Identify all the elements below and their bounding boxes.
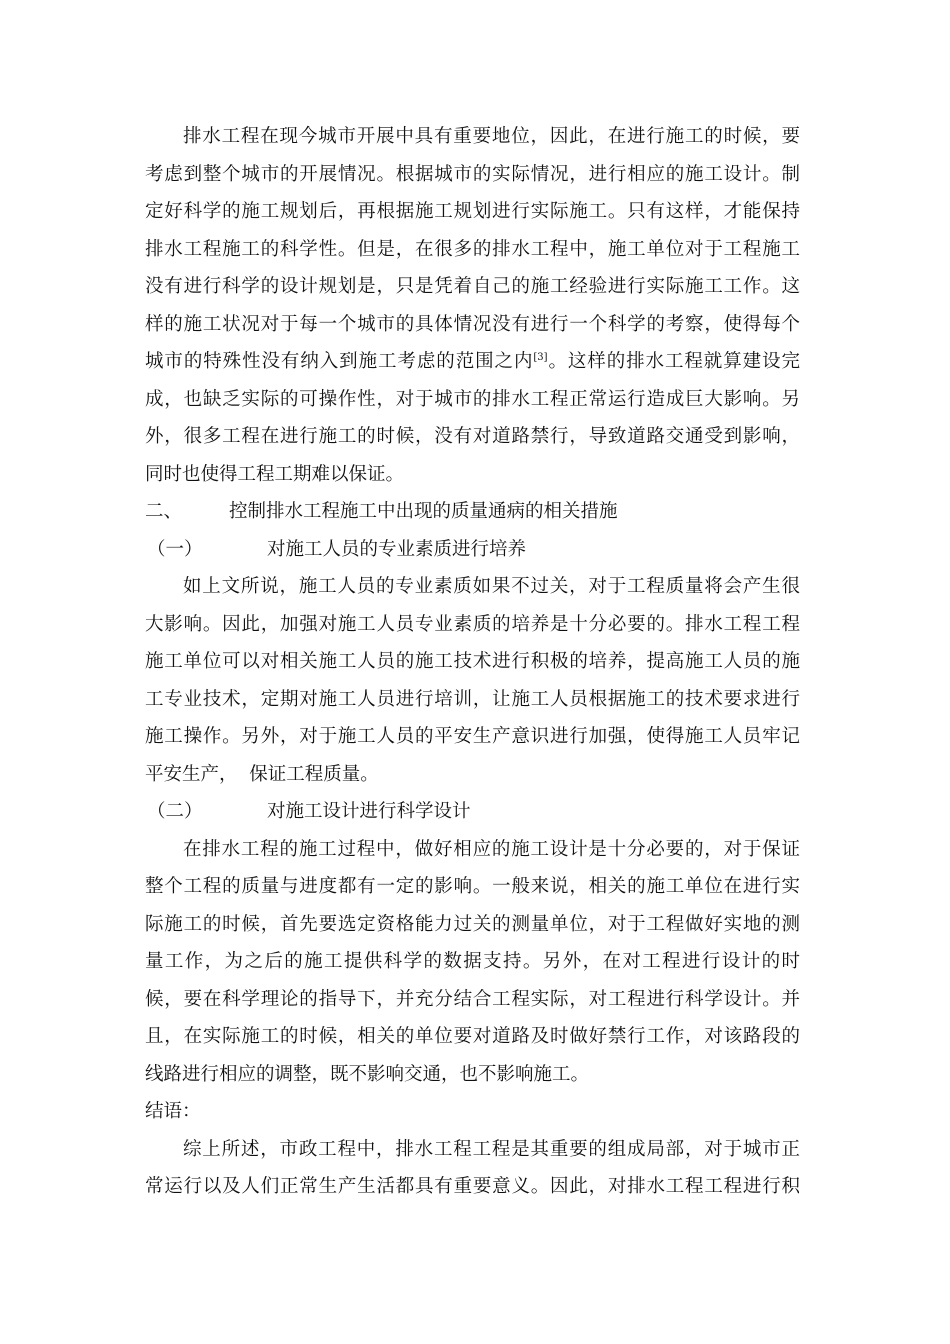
paragraph-line: 同时也使得工程工期难以保证。 <box>145 463 405 485</box>
paragraph-line: 施工操作。另外，对于施工人员的平安生产意识进行加强，使得施工人员牢记 <box>145 726 800 747</box>
paragraph-line: 线路进行相应的调整，既不影响交通，也不影响施工。 <box>145 1063 590 1085</box>
section-number: 二、 <box>145 501 183 522</box>
paragraph-line: 施工单位可以对相关施工人员的施工技术进行积极的培养，提高施工人员的施 <box>145 651 800 672</box>
paragraph-line: 平安生产， 保证工程质量。 <box>145 763 379 785</box>
paragraph-line: 整个工程的质量与进度都有一定的影响。一般来说，相关的施工单位在进行实 <box>145 876 800 897</box>
subsection-number: （二） <box>147 801 203 822</box>
subsection-title: 对施工设计进行科学设计 <box>267 801 471 822</box>
paragraph-line: 工专业技术，定期对施工人员进行培训，让施工人员根据施工的技术要求进行 <box>145 688 800 710</box>
paragraph-line: 常运行以及人们正常生产生活都具有重要意义。因此，对排水工程工程进行积 <box>145 1176 800 1197</box>
paragraph-line: 在排水工程的施工过程中，做好相应的施工设计是十分必要的，对于保证 <box>183 838 800 860</box>
document-body <box>145 118 800 1206</box>
paragraph-line-with-citation <box>145 343 800 381</box>
paragraph-line: 量工作，为之后的施工提供科学的数据支持。另外，在对工程进行设计的时 <box>145 951 800 972</box>
subsection-title: 对施工人员的专业素质进行培养 <box>267 538 527 560</box>
paragraph-line: 定好科学的施工规划后，再根据施工规划进行实际施工。只有这样，才能保持 <box>145 201 800 222</box>
paragraph-line: 外，很多工程在进行施工的时候，没有对道路禁行，导致道路交通受到影响， <box>145 426 800 447</box>
subsection-heading <box>145 531 800 569</box>
paragraph-line: 考虑到整个城市的开展情况。根据城市的实际情况，进行相应的施工设计。制 <box>145 163 800 185</box>
paragraph-line: 样的施工状况对于每一个城市的具体情况没有进行一个科学的考察，使得每个 <box>145 313 800 335</box>
citation-reference: [3] <box>533 352 548 363</box>
paragraph-line: 大影响。因此，加强对施工人员专业素质的培养是十分必要的。排水工程工程 <box>145 613 800 635</box>
paragraph-line: 候，要在科学理论的指导下，并充分结合工程实际，对工程进行科学设计。并 <box>145 988 800 1010</box>
paragraph-text: 城市的特殊性没有纳入到施工考虑的范围之内 <box>145 351 534 372</box>
paragraph-text: 。这样的排水工程就算建设完 <box>547 351 800 372</box>
paragraph-line: 没有进行科学的设计规划是，只是凭着自己的施工经验进行实际施工工作。这 <box>145 276 800 297</box>
section-heading <box>145 493 800 531</box>
paragraph-line: 排水工程在现今城市开展中具有重要地位，因此，在进行施工的时候，要 <box>183 126 800 147</box>
paragraph-line: 排水工程施工的科学性。但是，在很多的排水工程中，施工单位对于工程施工 <box>145 238 800 260</box>
subsection-number: （一） <box>147 538 203 560</box>
conclusion-heading: 结语： <box>145 1101 201 1122</box>
paragraph-line: 综上所述，市政工程中，排水工程工程是其重要的组成局部，对于城市正 <box>183 1138 800 1160</box>
paragraph-line: 且，在实际施工的时候，相关的单位要对道路及时做好禁行工作，对该路段的 <box>145 1026 800 1047</box>
paragraph-line: 如上文所说，施工人员的专业素质如果不过关，对于工程质量将会产生很 <box>183 576 800 597</box>
section-title: 控制排水工程施工中出现的质量通病的相关措施 <box>229 501 618 522</box>
paragraph-line: 成，也缺乏实际的可操作性，对于城市的排水工程正常运行造成巨大影响。另 <box>145 388 800 410</box>
paragraph-line: 际施工的时候，首先要选定资格能力过关的测量单位，对于工程做好实地的测 <box>145 913 800 935</box>
subsection-heading <box>145 793 800 831</box>
